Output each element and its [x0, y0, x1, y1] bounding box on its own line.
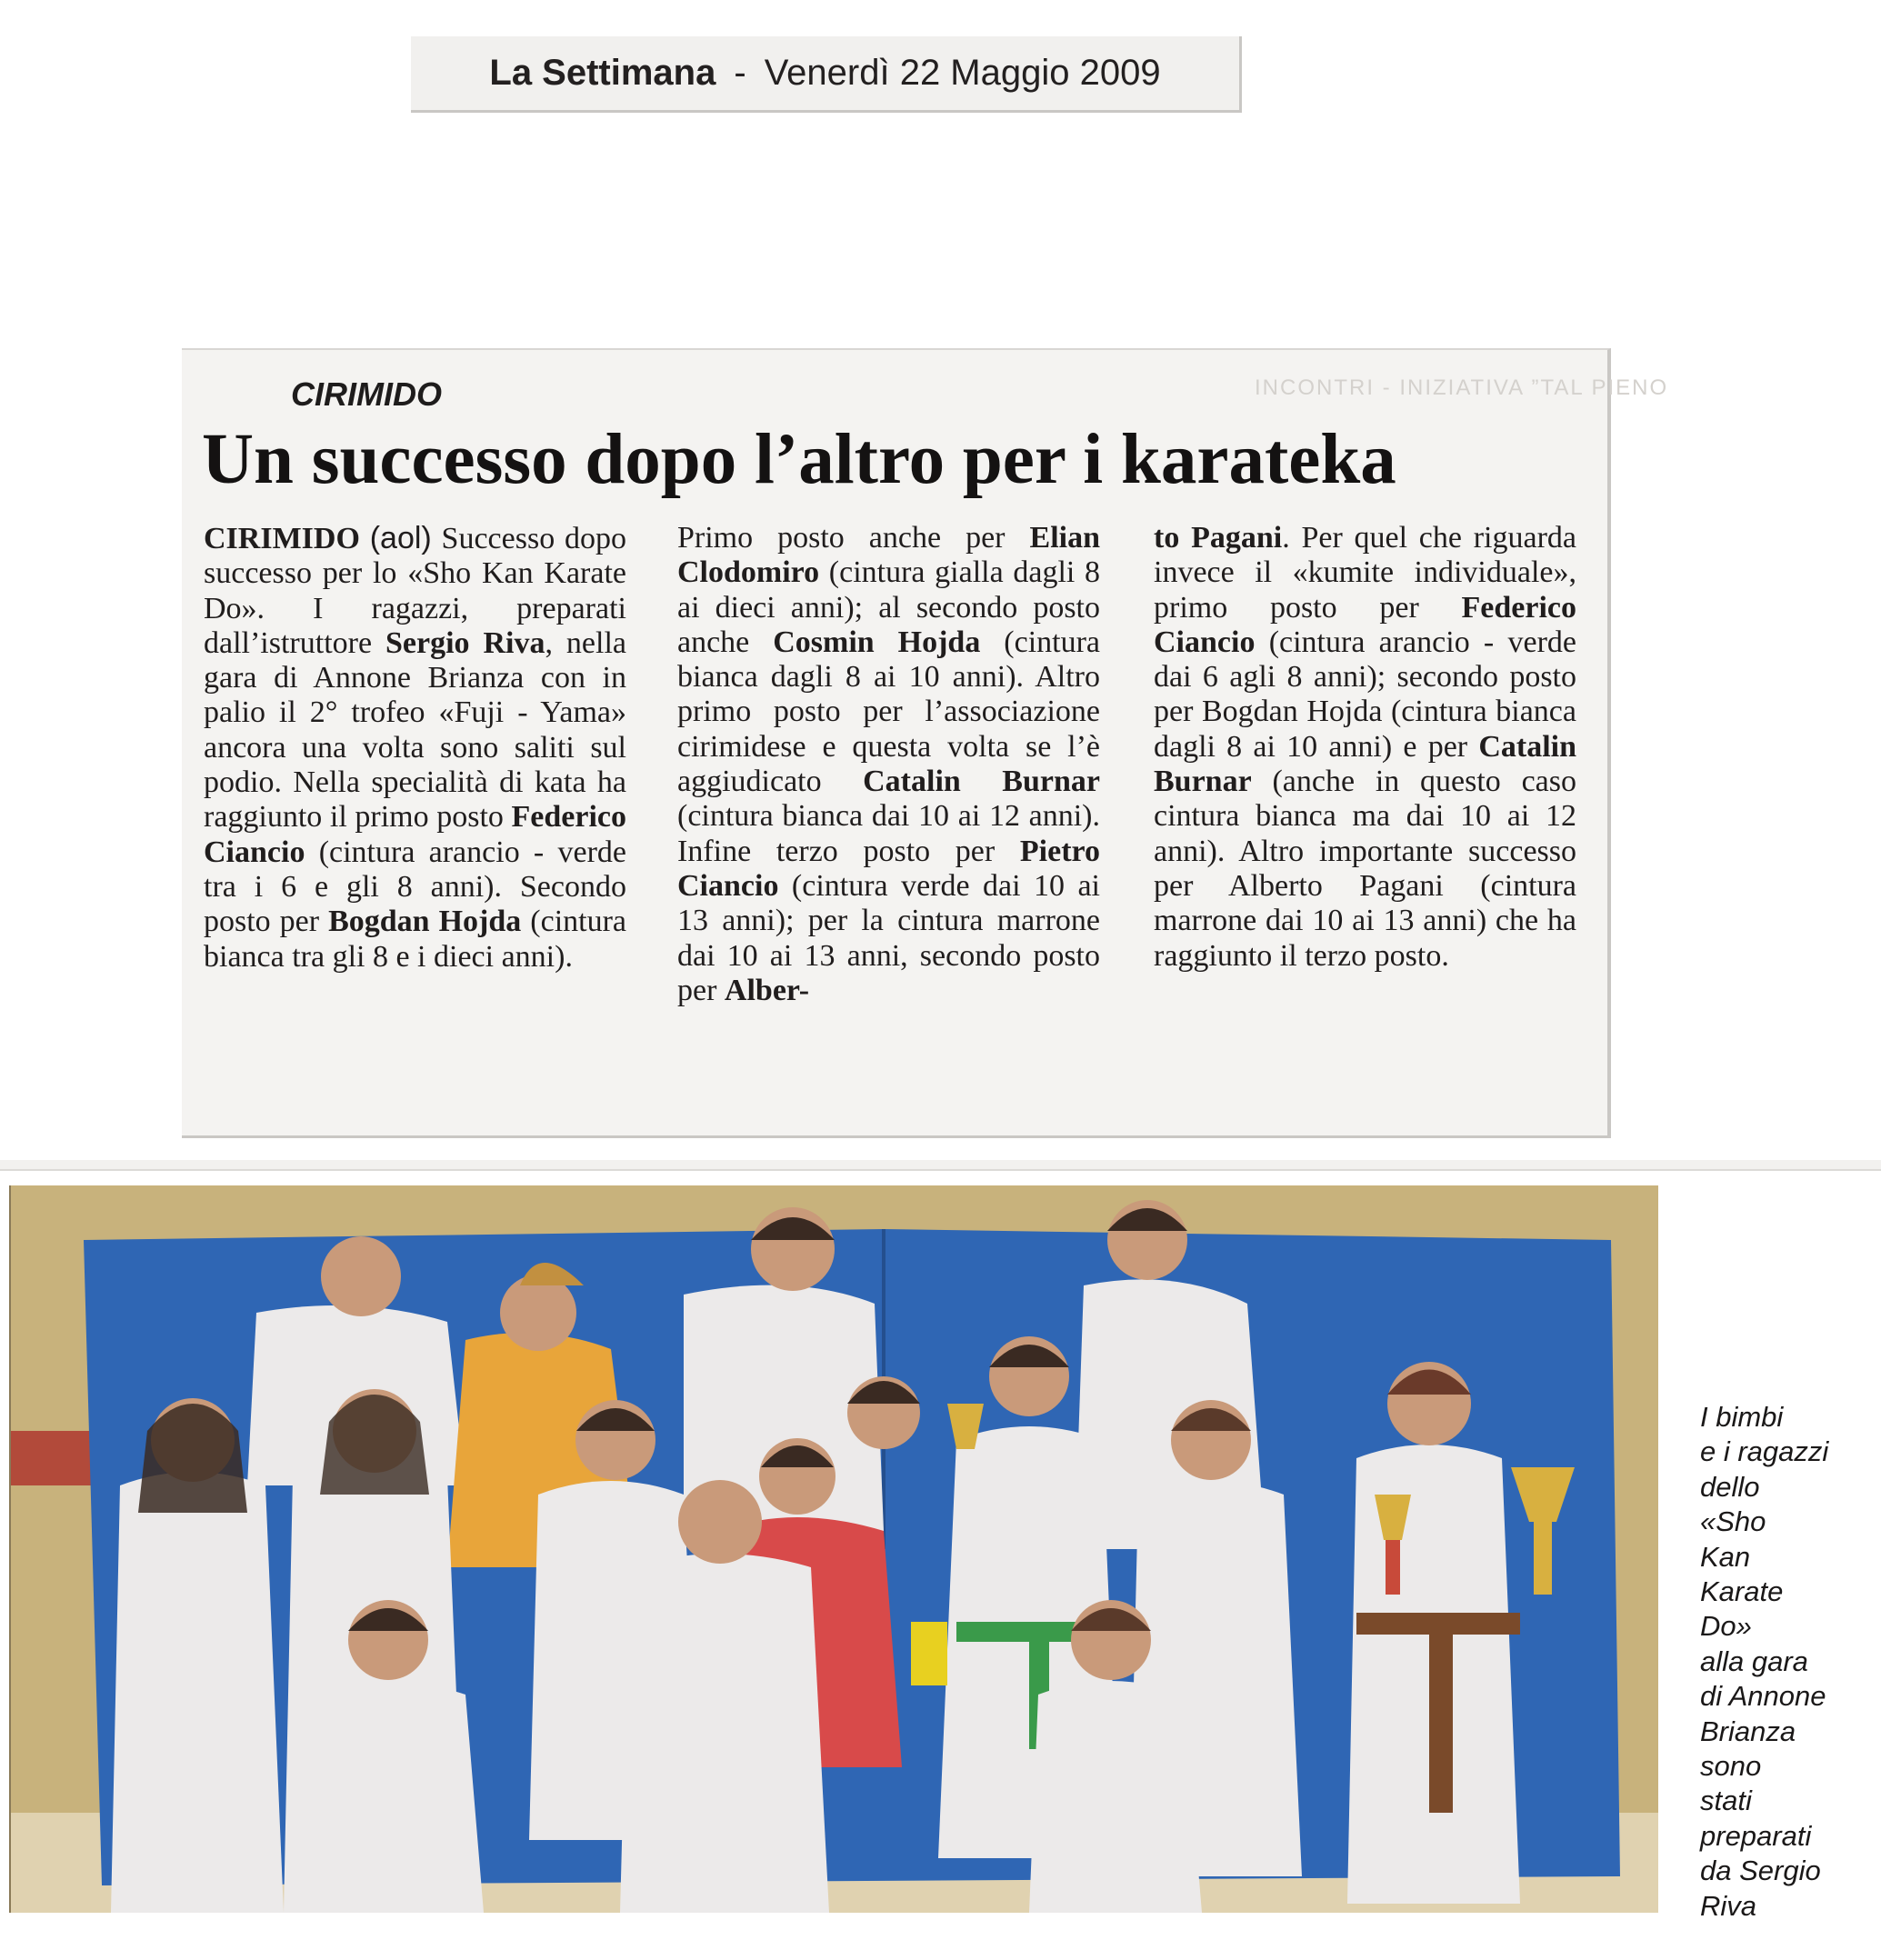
text-run: , nella gara di Annone Brianza con in palio il 2° trofeo «Fuji - Yama» ancora una volta sono saliti sul podio. Nella specialità di kata ha raggiunto il primo posto: [204, 625, 626, 835]
text-run: (anche in questo caso cintura bianca ma dai 10 ai 12 anni). Altro importante successo per Alberto Pagani (cintura marrone dai 10 ai 13 anni) che ha raggiunto il terzo posto.: [1154, 765, 1576, 973]
text-run: (cintura verde dai 10 ai 13 anni); per la cintura marrone dai 10 ai 13 anni, secondo posto per: [677, 868, 1100, 1007]
masthead-clipping: [411, 36, 1242, 113]
article-headline: Un successo dopo l’altro per i karateka: [202, 420, 1396, 499]
name-highlight: Federico Ciancio: [1154, 590, 1576, 659]
dateline: CIRIMIDO: [204, 522, 360, 555]
clipping-edge: [0, 1160, 1881, 1171]
name-highlight: Bogdan Hojda: [328, 905, 522, 939]
photo-caption: [1700, 1400, 1864, 1924]
team-photo: [9, 1185, 1658, 1913]
caption-line: sono: [1700, 1750, 1762, 1783]
text-run: (cintura gialla dagli 8 ai dieci anni); al secondo posto anche: [677, 555, 1100, 659]
name-highlight: Catalin Burnar: [863, 765, 1100, 799]
text-run: (cintura bianca dagli 8 ai 10 anni). Altro primo posto per l’associazione cirimidese e questa volta se l’è aggiudicato: [677, 625, 1100, 799]
caption-line: Karate: [1700, 1575, 1784, 1608]
text-run: [360, 522, 370, 555]
author-initials: (aol): [369, 521, 432, 555]
name-highlight: Cosmin Hojda: [773, 625, 981, 659]
article-column-2: [677, 521, 1100, 1008]
caption-line: preparati: [1700, 1819, 1812, 1852]
publication-date: Venerdì 22 Maggio 2009: [764, 53, 1161, 93]
article-kicker: CIRIMIDO: [291, 375, 442, 413]
text-run: (cintura arancio - verde tra i 6 e gli 8 anni). Secondo posto per: [204, 835, 626, 939]
caption-line: e i ragazzi: [1700, 1435, 1829, 1468]
caption-line: dello: [1700, 1470, 1760, 1503]
text-run: (cintura bianca tra gli 8 e i dieci anni).: [204, 905, 626, 974]
newspaper-name: La Settimana: [489, 53, 716, 93]
text-run: (cintura arancio - verde dai 6 agli 8 anni); secondo posto per Bogdan Hojda (cintura bianca dagli 8 ai 10 anni) e per: [1154, 625, 1576, 764]
text-run: . Per quel che riguarda invece il «kumite individuale», primo posto per: [1154, 521, 1576, 625]
caption-line: da Sergio: [1700, 1855, 1821, 1887]
caption-line: Riva: [1700, 1889, 1757, 1922]
article-column-3: [1154, 521, 1576, 974]
caption-line: «Sho: [1700, 1505, 1766, 1538]
text-run: Successo dopo successo per lo «Sho Kan Karate Do». I ragazzi, preparati dall’istruttore: [204, 522, 626, 660]
name-highlight: Elian Clodomiro: [677, 521, 1100, 590]
name-highlight: Federico Ciancio: [204, 800, 626, 869]
wall-stripe-red: [11, 1431, 93, 1485]
caption-line: I bimbi: [1700, 1401, 1784, 1433]
name-highlight: Sergio Riva: [385, 625, 545, 660]
caption-line: stati: [1700, 1785, 1752, 1817]
article-clipping: [182, 348, 1669, 1138]
name-highlight: Pietro Ciancio: [677, 834, 1100, 903]
name-highlight: Alber-: [724, 973, 810, 1007]
caption-line: Do»: [1700, 1610, 1752, 1643]
text-run: Primo posto anche per: [677, 521, 1030, 555]
caption-line: Kan: [1700, 1540, 1751, 1573]
caption-line: di Annone: [1700, 1680, 1826, 1713]
bleed-through-text: INCONTRI - INIZIATIVA ”TAL PIENO: [1255, 375, 1669, 400]
name-highlight: Catalin Burnar: [1154, 729, 1576, 799]
article-column-1: [204, 521, 626, 975]
text-run: (cintura bianca dai 10 ai 12 anni). Infine terzo posto per: [677, 799, 1100, 868]
masthead-separator: -: [734, 53, 746, 93]
team-photo-illustration: [11, 1185, 1658, 1913]
caption-line: Brianza: [1700, 1715, 1796, 1747]
name-highlight: to Pagani: [1154, 521, 1283, 555]
caption-line: alla gara: [1700, 1645, 1808, 1677]
